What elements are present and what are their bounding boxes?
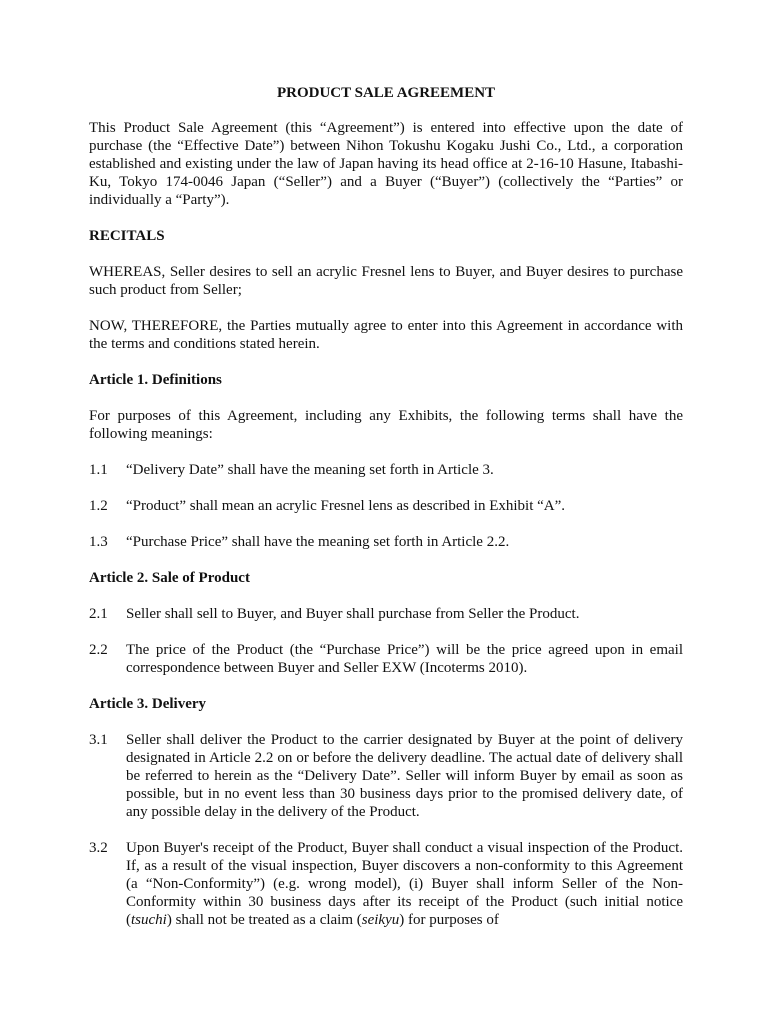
- clause-number: 1.3: [89, 534, 108, 550]
- clause-2-1: [89, 605, 683, 623]
- document-page: [89, 84, 683, 947]
- clause-text: “Delivery Date” shall have the meaning set forth in Article 3.: [126, 462, 494, 478]
- article-1-intro: For purposes of this Agreement, including any Exhibits, the following terms shall have the following meanings:: [89, 408, 683, 442]
- now-therefore-paragraph: NOW, THEREFORE, the Parties mutually agree to enter into this Agreement in accordance with the terms and conditions stated herein.: [89, 318, 683, 352]
- clause-text: “Product” shall mean an acrylic Fresnel lens as described in Exhibit “A”.: [126, 498, 566, 514]
- clause-3-1: [89, 731, 683, 821]
- term-seikyu: seikyu: [361, 912, 400, 928]
- clause-text: Seller shall sell to Buyer, and Buyer shall purchase from Seller the Product.: [126, 606, 580, 622]
- clause-number: 3.2: [89, 840, 108, 856]
- recitals-heading: RECITALS: [89, 228, 165, 244]
- article-3-heading: Article 3. Delivery: [89, 696, 207, 712]
- clause-number: 2.2: [89, 642, 108, 658]
- intro-paragraph: This Product Sale Agreement (this “Agreement”) is entered into effective upon the date of purchase (the “Effective Date”) between Nihon Tokushu Kogaku Jushi Co., Ltd., a corporation established and existing under the law of Japan having its head office at 2-16-10 Hasune, Itabashi-Ku, Tokyo 174-0046 Japan (“Seller”) and a Buyer (“Buyer”) (collectively the “Parties” or individually a “Party”).: [89, 120, 683, 208]
- clause-text-part: Upon Buyer's receipt of the Product, Buyer shall conduct a visual inspection of the Product. If, as a result of the visual inspection, Buyer discovers a non-conformity to this Agreement (a “Non-Conformity”) (e.g. wrong model), (i) Buyer shall inform Seller of the Non-Conformity within 30 business days after its receipt of the Product (such initial notice (: [126, 840, 683, 928]
- clause-text: The price of the Product (the “Purchase Price”) will be the price agreed upon in email correspondence between Buyer and Seller EXW (Incoterms 2010).: [126, 642, 683, 676]
- clause-text: “Purchase Price” shall have the meaning set forth in Article 2.2.: [126, 534, 510, 550]
- clause-number: 3.1: [89, 732, 108, 748]
- clause-text: [126, 839, 683, 929]
- clause-number: 1.2: [89, 498, 108, 514]
- article-1-heading: Article 1. Definitions: [89, 372, 222, 388]
- document-title: PRODUCT SALE AGREEMENT: [276, 85, 496, 101]
- clause-text: Seller shall deliver the Product to the carrier designated by Buyer at the point of delivery designated in Article 2.2 on or before the delivery deadline. The actual date of delivery shall be referred to herein as the “Delivery Date”. Seller will inform Buyer by email as soon as possible, but in no event less than 30 business days prior to the promised delivery date, of any possible delay in the delivery of the Product.: [126, 732, 683, 820]
- clause-3-2: [89, 839, 683, 929]
- whereas-paragraph: WHEREAS, Seller desires to sell an acrylic Fresnel lens to Buyer, and Buyer desires to purchase such product from Seller;: [89, 264, 683, 298]
- clause-1-1: [89, 461, 683, 479]
- term-tsuchi: tsuchi: [131, 912, 167, 928]
- clause-number: 1.1: [89, 462, 108, 478]
- article-2-heading: Article 2. Sale of Product: [89, 570, 250, 586]
- clause-1-2: [89, 497, 683, 515]
- clause-text-part: ) for purposes of: [399, 912, 499, 928]
- clause-text-part: ) shall not be treated as a claim (: [166, 912, 362, 928]
- clause-2-2: [89, 641, 683, 677]
- clause-1-3: [89, 533, 683, 551]
- clause-number: 2.1: [89, 606, 108, 622]
